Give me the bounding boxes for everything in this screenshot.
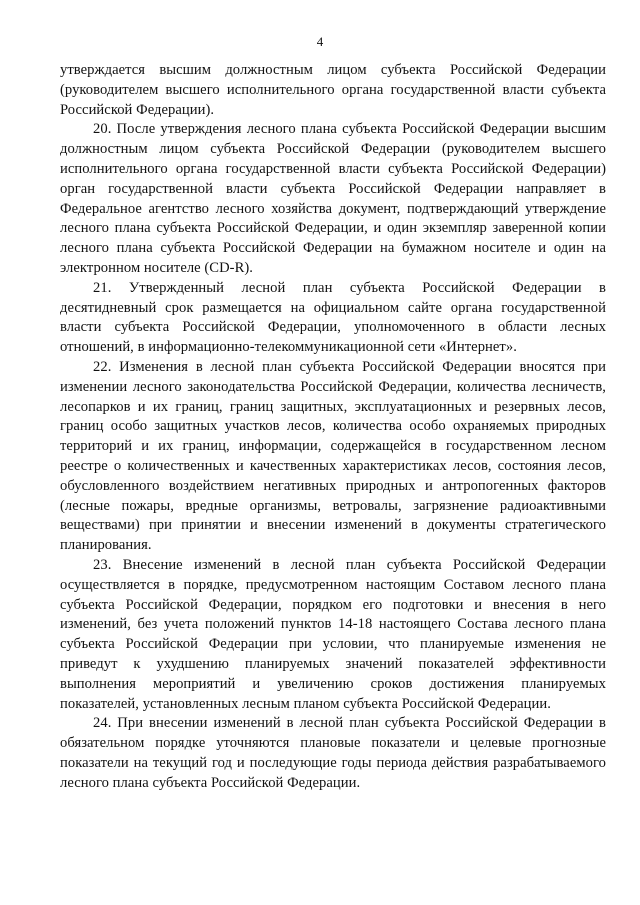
paragraph-continuation: утверждается высшим должностным лицом субъекта Российской Федерации (руководителем высшего исполнительного органа государственной власти субъекта Российской Федерации). — [60, 62, 606, 118]
document-body — [60, 61, 606, 793]
paragraph-22: 22. Изменения в лесной план субъекта Российской Федерации вносятся при изменении лесного законодательства Российской Федерации, количества лесничеств, лесопарков и их границ, границ защитных, эксплуатационных и резервных лесов, границ особо защитных участков лесов, количества особо охраняемых природных территорий и их границ, информации, содержащейся в государственном лесном реестре о количественных и качественных характеристиках лесов, состояния лесов, обусловленного воздействием негативных природных и антропогенных факторов (лесные пожары, вредные организмы, ветровалы, загрязнение радиоактивными веществами) при принятии и внесении изменений в документы стратегического планирования. — [60, 358, 606, 554]
page-number: 4 — [316, 34, 324, 49]
paragraph-21: 21. Утвержденный лесной план субъекта Российской Федерации в десятидневный срок размещается на официальном сайте органа государственной власти субъекта Российской Федерации, уполномоченного в области лесных отношений, в информационно-телекоммуникационной сети «Интернет». — [60, 279, 606, 356]
paragraph-20: 20. После утверждения лесного плана субъекта Российской Федерации высшим должностным лицом субъекта Российской Федерации (руководителем высшего исполнительного органа государственной власти субъекта Российской Федерации) орган государственной власти субъекта Российской Федерации направляет в Федеральное агентство лесного хозяйства документ, подтверждающий утверждение лесного плана субъекта Российской Федерации, и один экземпляр заверенной копии лесного плана субъекта Российской Федерации на бумажном носителе и один на электронном носителе (CD-R). — [60, 121, 606, 276]
paragraph-24: 24. При внесении изменений в лесной план субъекта Российской Федерации в обязательном порядке уточняются плановые показатели и целевые прогнозные показатели на текущий год и последующие годы периода действия разрабатываемого лесного плана субъекта Российской Федерации. — [60, 715, 606, 791]
paragraph-23: 23. Внесение изменений в лесной план субъекта Российской Федерации осуществляется в порядке, предусмотренном настоящим Составом лесного плана субъекта Российской Федерации, порядком его подготовки и внесения в него изменений, без учета положений пунктов 14-18 настоящего Состава лесного плана субъекта Российской Федерации при условии, что планируемые изменения не приведут к ухудшению планируемых значений показателей эффективности выполнения мероприятий и увеличению сроков достижения планируемых показателей, установленных лесным планом субъекта Российской Федерации. — [60, 556, 606, 712]
